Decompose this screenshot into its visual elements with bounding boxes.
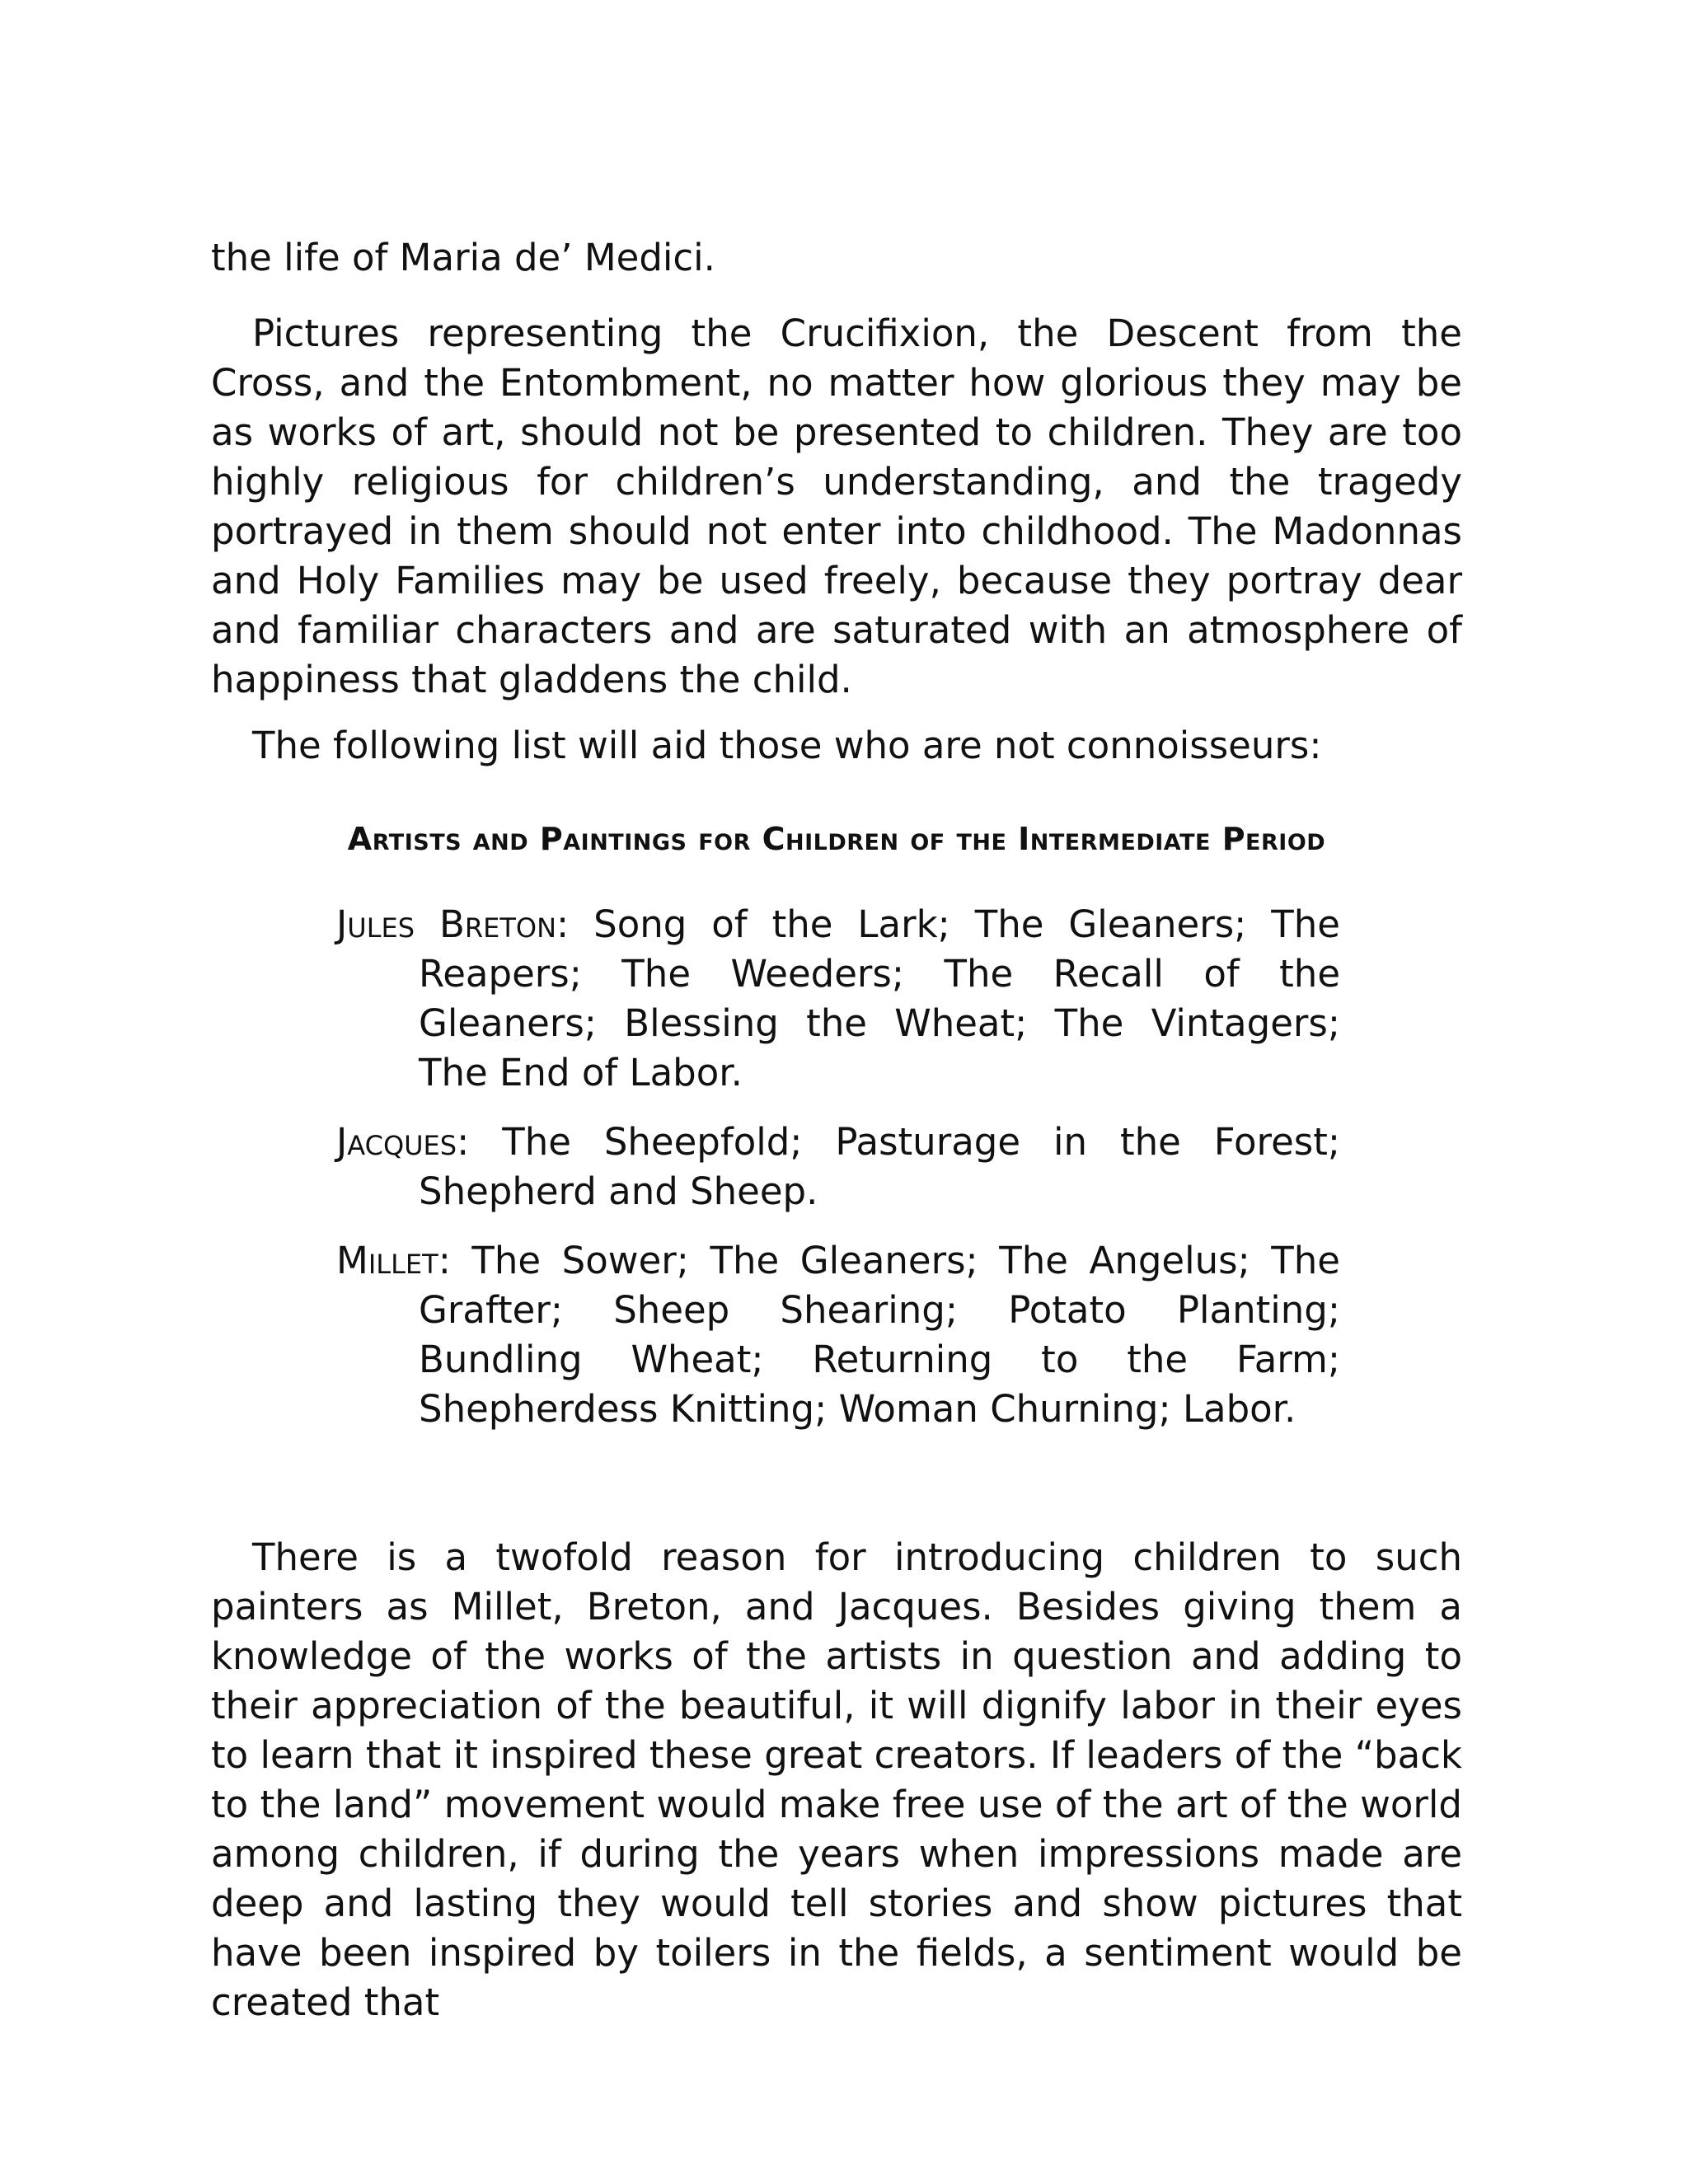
artist-name: Jules Breton <box>336 902 557 946</box>
artist-entry-millet <box>336 1236 1340 1434</box>
artist-works: : Song of the Lark; The Gleaners; The Reapers; The Weeders; The Recall of the Gleaners; Blessing the Wheat; The Vintagers; The End of Labor. <box>419 902 1340 1094</box>
paragraph-following-list: The following list will aid those who are not connoisseurs: <box>252 724 1322 767</box>
artist-works: : The Sheepfold; Pasturage in the Forest; Shepherd and Sheep. <box>419 1120 1340 1213</box>
artist-entry-breton <box>336 900 1340 1098</box>
artist-name: Jacques <box>336 1120 457 1164</box>
paragraph-twofold-reason: There is a twofold reason for introducing children to such painters as Millet, Breton, and Jacques. Besides giving them a knowledge of the works of the artists in question and adding to their appreciation of the beautiful, it will dignify labor in their eyes to learn that it inspired these great creators. If leaders of the “back to the land” movement would make free use of the art of the world among children, if during the years when impressions made are deep and lasting they would tell stories and show pictures that have been inspired by toilers in the fields, a sentiment would be created that <box>211 1535 1462 2024</box>
paragraph-maria-de-medici: the life of Maria de’ Medici. <box>211 236 715 279</box>
artist-works: : The Sower; The Gleaners; The Angelus; The Grafter; Sheep Shearing; Potato Planting; Bundling Wheat; Returning to the Farm; Shepherdess Knitting; Woman Churning; Labor. <box>419 1239 1340 1431</box>
artist-name: Millet <box>336 1239 438 1282</box>
section-heading: Artists and Paintings for Children of the Intermediate Period <box>347 820 1326 857</box>
paragraph-crucifixion: Pictures representing the Crucifixion, the Descent from the Cross, and the Entombment, no matter how glorious they may be as works of art, should not be presented to children. They are too highly religious for children’s understanding, and the tragedy portrayed in them should not enter into childhood. The Madonnas and Holy Families may be used freely, because they portray dear and familiar characters and are saturated with an atmosphere of happiness that gladdens the child. <box>211 312 1462 701</box>
artist-list <box>336 900 1340 1454</box>
artist-entry-jacques <box>336 1118 1340 1216</box>
